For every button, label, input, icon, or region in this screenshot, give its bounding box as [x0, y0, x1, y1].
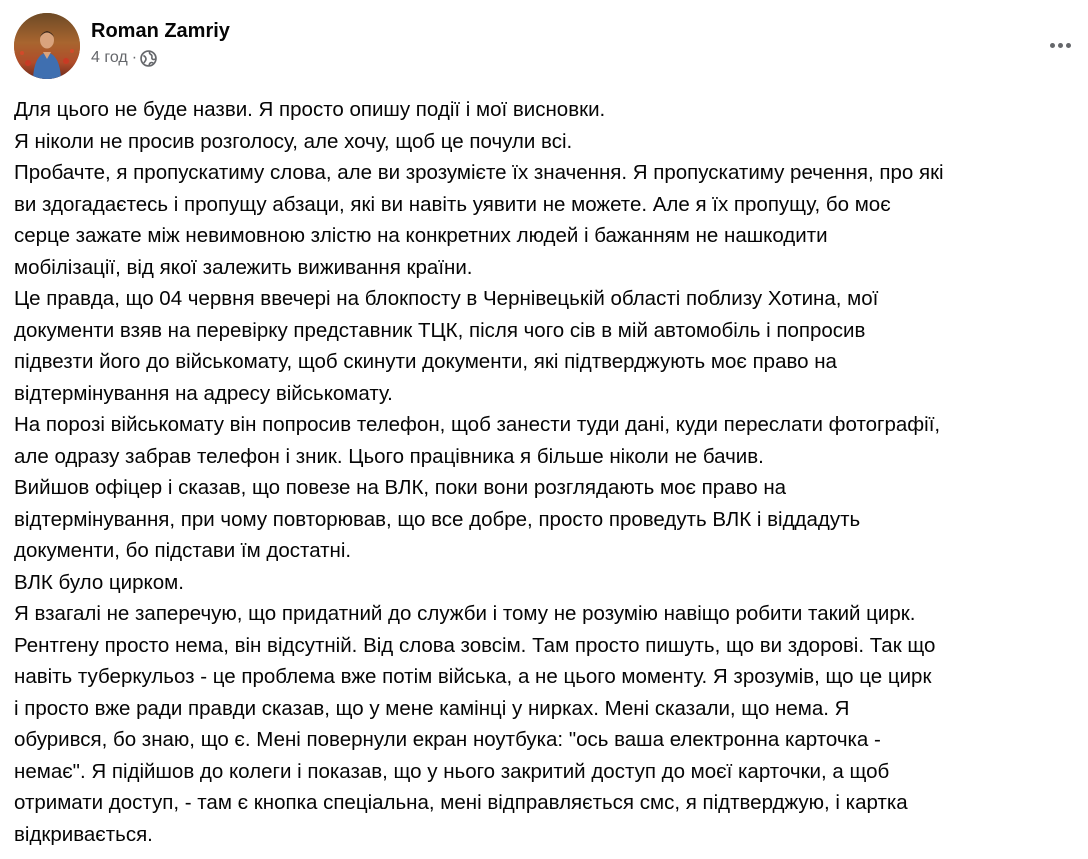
post-text-line: Вийшов офіцер і сказав, що повезе на ВЛК, поки вони розглядають моє право на [14, 476, 787, 499]
post-text-line: і просто вже ради правди сказав, що у мене камінці у нирках. Мені сказали, що нема. Я [14, 696, 850, 720]
post-text [14, 94, 1088, 850]
post-text-line: відкривається. [14, 822, 153, 846]
post-text-line: Рентгену просто нема, він відсутній. Від слова зовсім. Там просто пишуть, що ви здорові. Так що [14, 633, 936, 657]
post-timestamp[interactable]: 4 год [91, 49, 128, 66]
post-text-line: відтермінування на адресу військомату. [14, 381, 393, 405]
post-text-line: немає". Я підійшов до колеги і показав, що у нього закритий доступ до моєї карточки, а щоб [14, 759, 890, 783]
post-header [14, 13, 230, 81]
post-text-line: ВЛК було цирком. [14, 570, 184, 594]
post-text-line: відтермінування, при чому повторював, що все добре, просто проведуть ВЛК і віддадуть [14, 507, 861, 531]
post-text-line: отримати доступ, - там є кнопка спеціальна, мені відправляється смс, я підтверджую, і картка [14, 791, 908, 814]
post-text-line: але одразу забрав телефон і зник. Цього працівника я більше ніколи не бачив. [14, 444, 764, 468]
more-horizontal-icon [1050, 43, 1071, 48]
post-text-line: серце зажате між невимовною злістю на конкретних людей і бажанням не нашкодити [14, 224, 828, 247]
author-block [91, 19, 230, 68]
post-text-line: ви здогадаєтесь і пропущу абзаци, які ви навіть уявити не можете. Але я їх пропущу, бо моє [14, 192, 891, 216]
author-name[interactable]: Roman Zamriy [91, 20, 230, 42]
more-options-button[interactable] [1040, 27, 1080, 63]
profile-photo-icon[interactable] [14, 13, 80, 79]
globe-icon[interactable] [140, 50, 157, 67]
post-text-line: підвезти його до військомату, щоб скинути документи, які підтверджують моє право на [14, 350, 837, 373]
post-text-line: Це правда, що 04 червня ввечері на блокпосту в Чернівецькій області поблизу Хотина, мої [14, 287, 879, 310]
post-text-line: навіть туберкульоз - це проблема вже потім війська, а не цього моменту. Я зрозумів, що це цирк [14, 665, 932, 688]
post-text-line: На порозі військомату він попросив телефон, щоб занести туди дані, куди переслати фотографії, [14, 413, 941, 436]
post-text-line: Я взагалі не заперечую, що придатний до служби і тому не розумію навіщо робити такий цирк. [14, 602, 916, 625]
post-text-line: Я ніколи не просив розголосу, але хочу, щоб це почули всі. [14, 129, 573, 153]
post-text-line: Пробачте, я пропускатиму слова, але ви зрозумієте їх значення. Я пропускатиму речення, про які [14, 161, 944, 184]
post-text-line: документи взяв на перевірку представник ТЦК, після чого сів в мій автомобіль і попросив [14, 318, 866, 342]
post-text-line: документи, бо підстави їм достатні. [14, 539, 352, 562]
post-meta [91, 48, 230, 68]
post-text-line: мобілізації, від якої залежить виживання країни. [14, 255, 473, 279]
post-text-line: Для цього не буде назви. Я просто опишу події і мої висновки. [14, 98, 606, 121]
meta-separator: · [131, 49, 138, 66]
post-text-line: обурився, бо знаю, що є. Мені повернули екран ноутбука: "ось ваша електронна карточка - [14, 728, 881, 751]
